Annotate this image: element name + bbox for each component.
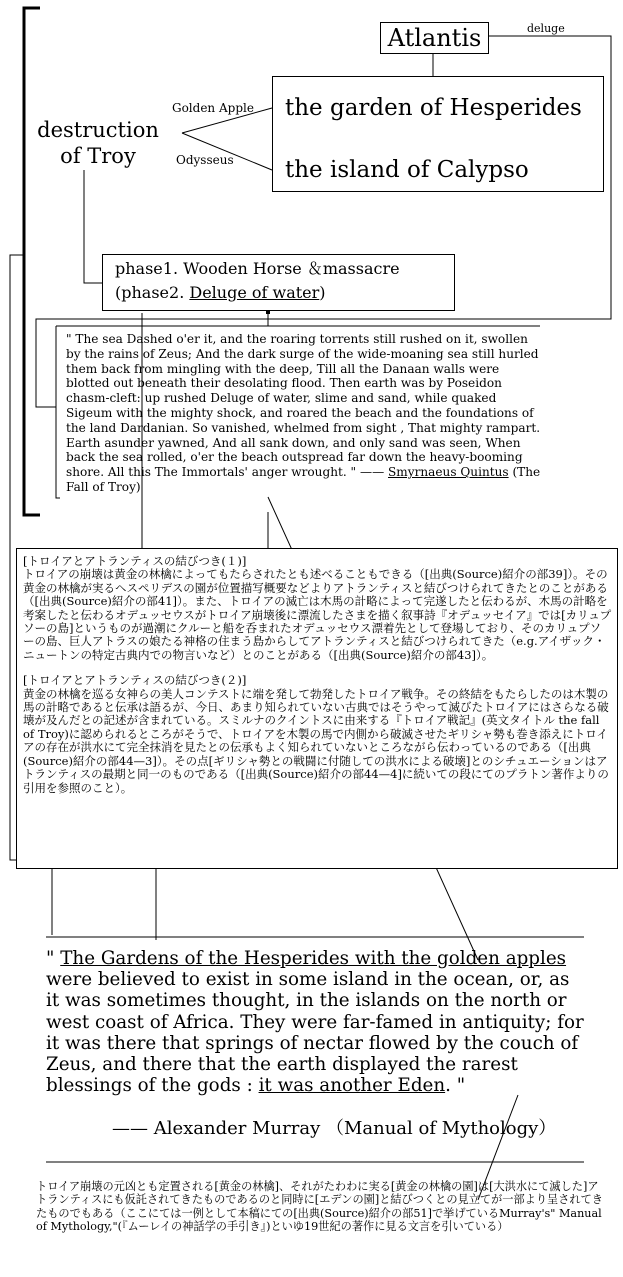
phase1-label: phase1. Wooden Horse ＆massacre bbox=[115, 259, 400, 278]
quote1-work: (The Fall of Troy) bbox=[66, 465, 541, 494]
jp-section-1 bbox=[23, 555, 612, 662]
quote2-underlined-start: The Gardens of the Hesperides with the golden apples bbox=[60, 948, 567, 969]
quote1-dash: —— bbox=[359, 465, 385, 480]
islands-box bbox=[272, 76, 604, 192]
destruction-line1: destruction bbox=[37, 118, 159, 142]
murray-attribution: —— Alexander Murray （Manual of Mythology） bbox=[112, 1118, 557, 1139]
destruction-of-troy-node bbox=[28, 117, 168, 169]
odysseus-label: Odysseus bbox=[176, 153, 234, 167]
quote2-open: " bbox=[46, 948, 55, 969]
phase2-deluge: Deluge of water bbox=[189, 283, 320, 302]
jp-p1-title: [トロイアとアトランティスの結びつき(１)] bbox=[23, 554, 247, 568]
jp-p2-body: 黄金の林檎を巡る女神らの美人コンテストに端を発して勃発したトロイア戦争。その終結をもたらしたのは木製の馬の計略であると伝承は語るが、今日、あまり知られていない古典ではそうやって滅びたトロイアにはさらなる破壊が及んだとの記述が含まれている。スミルナのクイントスに由来する『トロイア戦記』(英文タイトル the fall of Troy)に認められるところがそうで、トロイアを木製の馬で内側から破滅させたギリシャ勢も巻き添えにトロイアの存在が洪水にて完全抹消を見たとの伝承もよく知られていないところながら伝わっているのである（[出典(Source)紹介の部44—3]）。その点[ギリシャ勢との戦闘に付随しての洪水による破壊]とのシチュエーションはアトランティスの最期と同一のものである（[出典(Source)紹介の部44—4]に続いての段にてのプラトン著作よりの引用を参照のこと）。 bbox=[23, 686, 609, 795]
calypso-label: the island of Calypso bbox=[285, 157, 529, 183]
quote2-close: . " bbox=[445, 1075, 466, 1097]
quintus-quote bbox=[66, 332, 546, 495]
phase2-close: ) bbox=[319, 283, 326, 302]
quote2-underlined-end: it was another Eden bbox=[258, 1075, 446, 1097]
golden-apple-label: Golden Apple bbox=[172, 101, 254, 115]
phase2-label bbox=[115, 281, 454, 305]
atlantis-label: Atlantis bbox=[387, 24, 482, 52]
jp-p2-title: [トロイアとアトランティスの結びつき(２)] bbox=[23, 673, 247, 688]
phase-box bbox=[102, 254, 455, 311]
quote1-author: Smyrnaeus Quintus bbox=[388, 465, 509, 480]
murray-quote bbox=[46, 948, 586, 1096]
quote2-middle: were believed to exist in some island in the ocean, or, as it was sometimes thought, in the islands on the north or west coast of Africa. They were far-famed in antiquity; for it was there that springs of nectar flowed by the couch of Zeus, and there that the earth displayed the rarest blessings of the gods : bbox=[46, 969, 584, 1097]
main-bracket bbox=[24, 8, 40, 515]
jp-section-2 bbox=[23, 674, 612, 795]
quote1-text: " The sea Dashed o'er it, and the roaring torrents still rushed on it, swollen by the rains of Zeus; And the dark surge of the wide-moaning sea still hurled them back from mingling with the deep, Till all the Danaan walls were blotted out beneath their desolating flood. Then earth was by Poseidon chasm-cleft: up rushed Deluge of water, slime and sand, while quaked Sigeum with the mighty shock, and roared the beach and the foundations of the land Dardanian. So vanished, whelmed from sight , That mighty rampart. Earth asunder yawned, And all sank down, and only sand was seen, When back the sea rolled, o'er the beach outspread far down the heavy-booming shore. All this The Immortals' anger wrought. " bbox=[66, 332, 541, 480]
japanese-explanation-box bbox=[16, 548, 618, 869]
hesperides-label: the garden of Hesperides bbox=[285, 95, 582, 121]
atlantis-node bbox=[380, 22, 489, 54]
footnote: トロイア崩壊の元凶とも定置される[黄金の林檎]、それがたわわに実る[黄金の林檎の園]は[大洪水にて滅した]アトランティスにも仮託されてきたものであるのと同時に[エデンの園]と結びつくとの見立てが一部より呈されてきたものでもある（ここにては一例として本稿にての[出典(Source)紹介の部51]で挙げているMurray's" Manual of Mythology,"(『ムーレイの神話学の手引き』)といゆ19世紀の著作に見る文言を引いている） bbox=[36, 1180, 603, 1234]
deluge-label: deluge bbox=[527, 22, 565, 35]
destruction-line2: of Troy bbox=[60, 144, 136, 168]
phase2-open: (phase2. bbox=[115, 283, 190, 302]
jp-p1-body: トロイアの崩壊は黄金の林檎によってもたらされたとも述べることもできる（[出典(Source)紹介の部39]）。その黄金の林檎が実るヘスペリデスの園が位置描写概要などよりアトランティスと結びつけられてきたとのことがある（[出典(Source)紹介の部41]）。また、トロイアの滅亡は木馬の計略によって完遂したと伝わるが、木馬の計略を考案したと伝わるオデュッセウスがトロイア崩壊後に漂流したさまを描く叙事詩『オデュッセイア』では[カリュプソーの島]というものが過潮にクルーと船を呑まれたオデュッセウス漂着先として登場しており、そのカリュプソーの島、巨人アトラスの娘たる神格の住まう島からしてアトランティスと結びつけられてきた（e.g.アイザック・ニュートンの特定古典内での物言いなど）とのことがある（[出典(Source)紹介の部43]）。 bbox=[23, 567, 612, 662]
